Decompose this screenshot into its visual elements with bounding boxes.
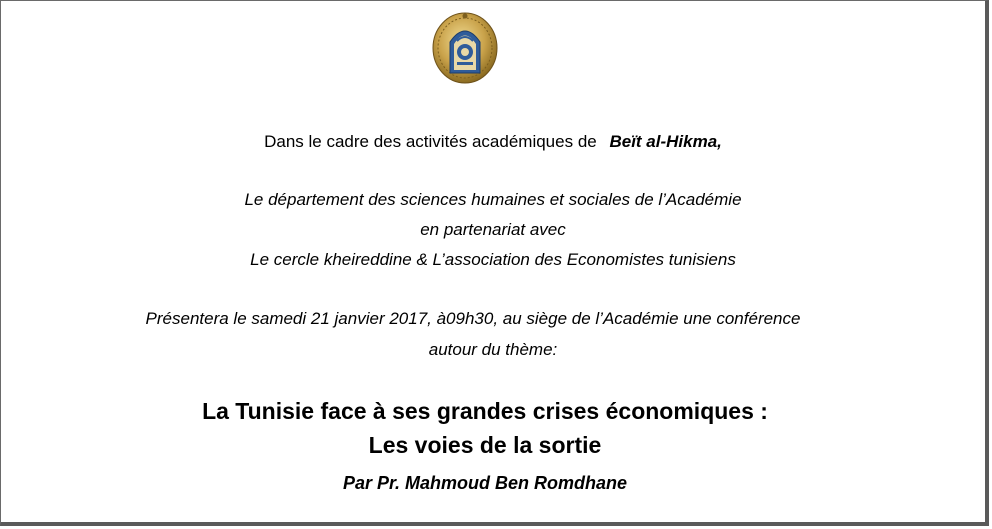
theme-intro-line: autour du thème: xyxy=(428,340,558,359)
partnership-line: en partenariat avec xyxy=(420,220,566,239)
conference-title-line-2: Les voies de la sortie xyxy=(368,432,602,458)
announcement-line: Présentera le samedi 21 janvier 2017, à09h30, au siège de l’Académie une conférence xyxy=(145,309,801,328)
department-line: Le département des sciences humaines et sociales de l’Académie xyxy=(244,190,742,209)
beit-al-hikma-seal-icon xyxy=(431,9,499,85)
conference-title-line-1: La Tunisie face à ses grandes crises économiques : xyxy=(202,398,768,424)
intro-text: Dans le cadre des activités académiques de xyxy=(264,132,597,151)
institution-name: Beït al-Hikma, xyxy=(609,132,722,151)
speaker-line: Par Pr. Mahmoud Ben Romdhane xyxy=(342,473,628,493)
intro-line xyxy=(1,132,985,152)
partners-line: Le cercle kheireddine & L’association des Economistes tunisiens xyxy=(250,250,736,269)
